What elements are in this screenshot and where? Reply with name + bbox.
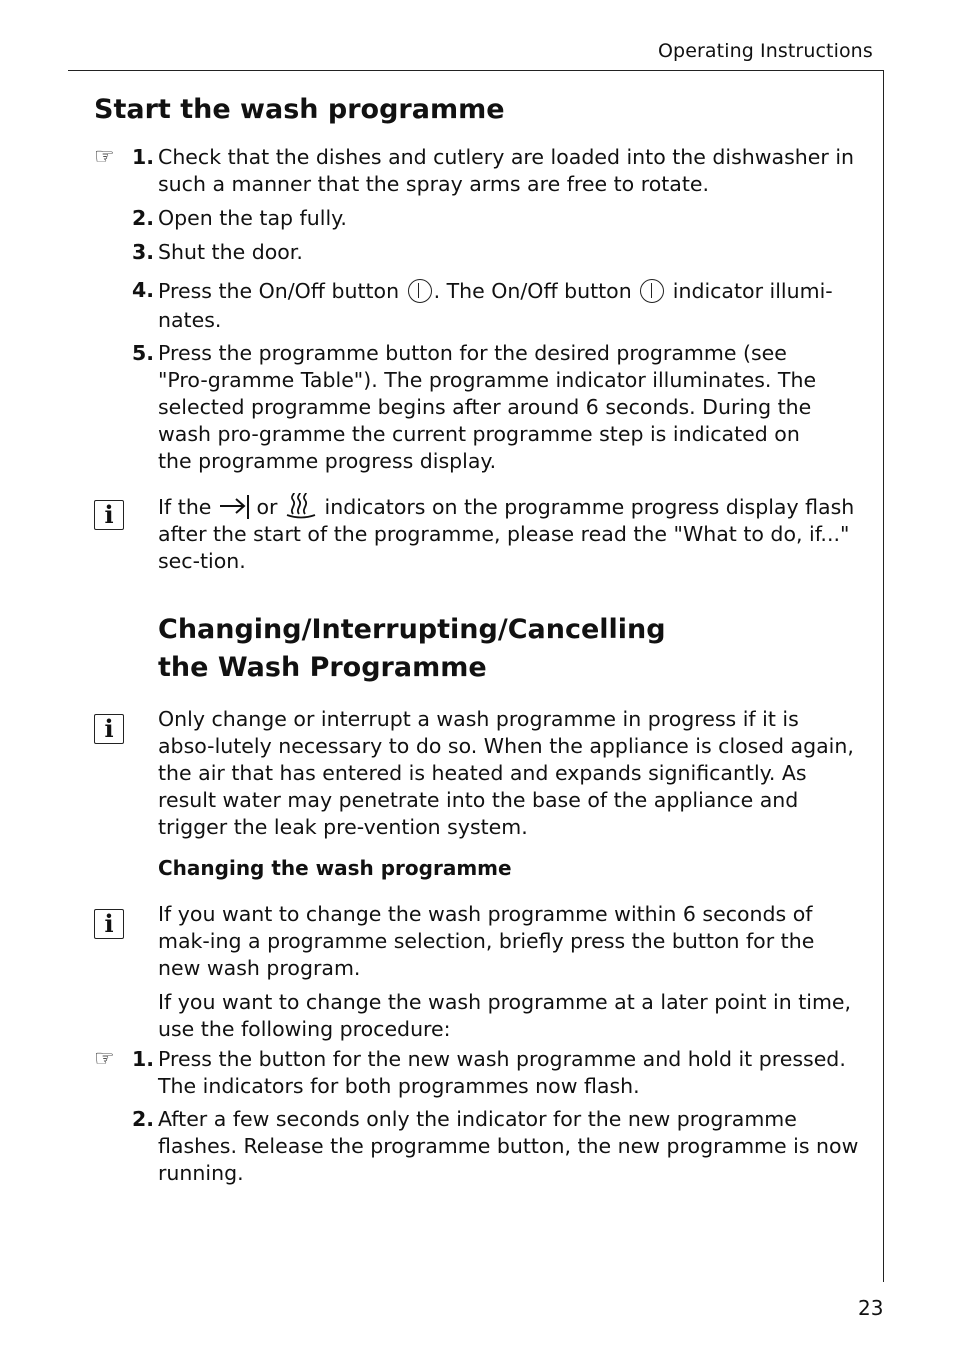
drying-steam-icon [284, 492, 318, 520]
section-title-changing [158, 611, 666, 687]
pointing-hand-icon: ☞ [94, 1046, 115, 1072]
step-text [158, 277, 863, 335]
step-text-part: nates. [158, 308, 222, 332]
step-text: Press the button for the new wash programme and hold it pressed. The indicators for both programmes now flash. [158, 1047, 846, 1098]
step-text: After a few seconds only the indicator for the new programme flashes. Release the programme button, the new programme is now running. [158, 1107, 859, 1185]
note-text-part: If the [158, 495, 212, 519]
step-number: 2. [132, 1107, 155, 1131]
note-text-part: indicators on the programme progress display flash [324, 495, 855, 519]
note-text-part: or [256, 495, 278, 519]
info-icon: i [94, 909, 124, 939]
margin-rule [883, 70, 884, 1282]
section-title-line: the Wash Programme [158, 652, 487, 683]
note-text-part: after the start of the programme, please read the "What to do, if..." sec-tion. [158, 522, 850, 573]
section-title-start-wash: Start the wash programme [94, 94, 505, 125]
step-text: Press the programme button for the desired programme (see "Pro-gramme Table"). The programme indicator illuminates. The selected programme begins after around 6 seconds. During the wash pro-gramme the current programme step is indicated on the programme progress display. [158, 341, 817, 473]
step-text-part: indicator illumi- [672, 279, 833, 303]
page-number: 23 [858, 1296, 884, 1320]
step-number: 1. [132, 145, 155, 169]
step-text-part: . The On/Off button [433, 279, 632, 303]
pointing-hand-icon: ☞ [94, 144, 115, 170]
step-number: 2. [132, 206, 155, 230]
section-title-line: Changing/Interrupting/Cancelling [158, 614, 666, 645]
power-button-icon [640, 279, 664, 303]
step-text: Check that the dishes and cutlery are loaded into the dishwasher in such a manner that the spray arms are free to rotate. [158, 145, 855, 196]
step-number: 1. [132, 1047, 155, 1071]
step-number: 5. [132, 341, 155, 365]
info-icon: i [94, 500, 124, 530]
step-number: 4. [132, 278, 155, 302]
info-icon: i [94, 714, 124, 744]
info-note: If you want to change the wash programme within 6 seconds of mak-ing a programme selection, briefly press the button for the new wash program. [158, 902, 815, 980]
info-note: Only change or interrupt a wash programme in progress if it is abso-lutely necessary to do so. When the appliance is closed again, the air that has entered is heated and expands significantly. As result water may penetrate into the base of the appliance and trigger the leak pre-vention system. [158, 707, 854, 839]
step-number: 3. [132, 240, 155, 264]
page-header: Operating Instructions [658, 40, 873, 62]
header-rule [68, 70, 884, 71]
step-text: Open the tap fully. [158, 206, 347, 230]
arrow-to-bar-icon [218, 494, 250, 520]
info-note [158, 492, 863, 575]
power-button-icon [408, 279, 432, 303]
step-text: Shut the door. [158, 240, 303, 264]
step-text-part: Press the On/Off button [158, 279, 400, 303]
paragraph: If you want to change the wash programme at a later point in time, use the following procedure: [158, 990, 852, 1041]
subheading-changing: Changing the wash programme [158, 856, 512, 880]
